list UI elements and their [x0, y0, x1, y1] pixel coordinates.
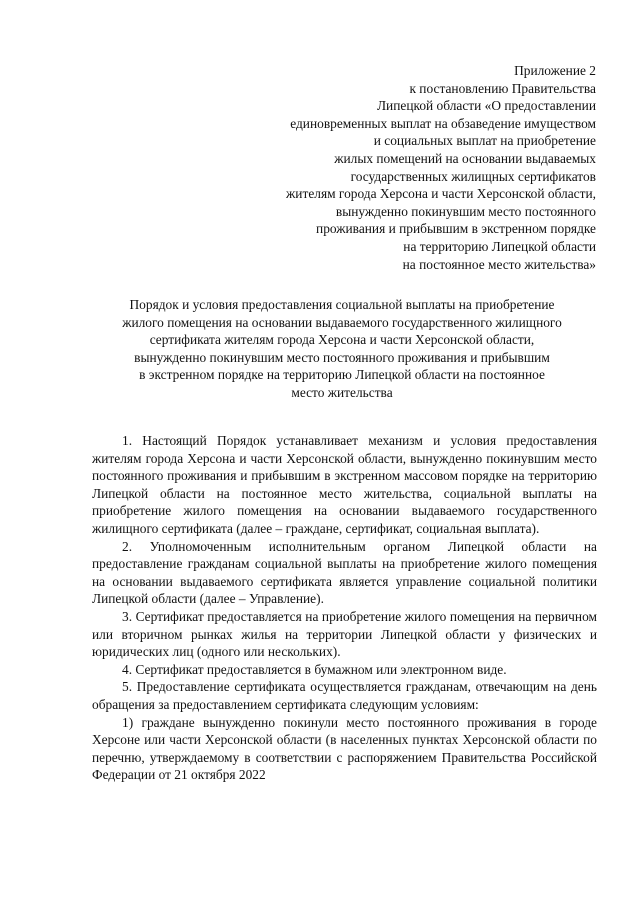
title-line: жилого помещения на основании выдаваемого государственного жилищного	[122, 314, 562, 330]
appendix-line: к постановлению Правительства	[409, 80, 596, 96]
paragraph-4: 4. Сертификат предоставляется в бумажном или электронном виде.	[122, 661, 507, 677]
paragraph-3: 3. Сертификат предоставляется на приобретение жилого помещения на первичном или вторичном рынках жилья на территории Липецкой области у физических и юридических лиц (одного или нескольких).	[92, 608, 597, 660]
paragraph-5: 5. Предоставление сертификата осуществляется гражданам, отвечающим на день обращения за предоставлением сертификата следующим условиям:	[92, 679, 597, 712]
title-line: место жительства	[291, 384, 393, 400]
paragraph-5-item-1: 1) граждане вынужденно покинули место постоянного проживания в городе Херсоне или части Херсонской области (в населенных пунктах Херсонской области по перечню, утверждаемому в соответствии с распоряжением Правительства Российской Федерации от 21 октября 2022	[92, 714, 597, 783]
title-line: в экстренном порядке на территорию Липецкой области на постоянное	[139, 367, 545, 383]
appendix-line: вынужденно покинувшим место постоянного	[335, 203, 596, 219]
title-line: сертификата жителям города Херсона и части Херсонской области,	[149, 332, 535, 348]
appendix-line: на территорию Липецкой области	[403, 238, 596, 254]
paragraph-1: 1. Настоящий Порядок устанавливает механизм и условия предоставления жителям города Херсона и части Херсонской области, вынужденно покинувшим место постоянного проживания и прибывшим в экстренном массовом порядке на территорию Липецкой области на постоянное место жительства, социальной выплаты на приобретение жилого помещения на основании выдаваемого государственного жилищного сертификата (далее – граждане, сертификат, социальная выплата).	[92, 433, 597, 536]
appendix-block	[196, 62, 596, 273]
appendix-line: жилых помещений на основании выдаваемых	[334, 150, 596, 166]
appendix-line: и социальных выплат на приобретение	[373, 133, 596, 149]
appendix-line: единовременных выплат на обзаведение имуществом	[290, 115, 596, 131]
title-line: Порядок и условия предоставления социальной выплаты на приобретение	[129, 297, 555, 312]
appendix-line: проживания и прибывшим в экстренном порядке	[316, 221, 596, 237]
appendix-line: государственных жилищных сертификатов	[350, 168, 596, 184]
appendix-line: на постоянное место жительства»	[402, 256, 596, 272]
document-body	[92, 432, 597, 784]
appendix-line: Липецкой области «О предоставлении	[376, 98, 596, 114]
appendix-line: Приложение 2	[514, 63, 596, 78]
paragraph-2: 2. Уполномоченным исполнительным органом Липецкой области на предоставление гражданам социальной выплаты на приобретение жилого помещения на основании выдаваемого сертификата является управление социальной политики Липецкой области (далее – Управление).	[92, 538, 597, 607]
document-title	[92, 296, 592, 402]
title-line: вынужденно покинувшим место постоянного проживания и прибывшим	[134, 349, 550, 365]
appendix-line: жителям города Херсона и части Херсонской области,	[286, 186, 596, 202]
